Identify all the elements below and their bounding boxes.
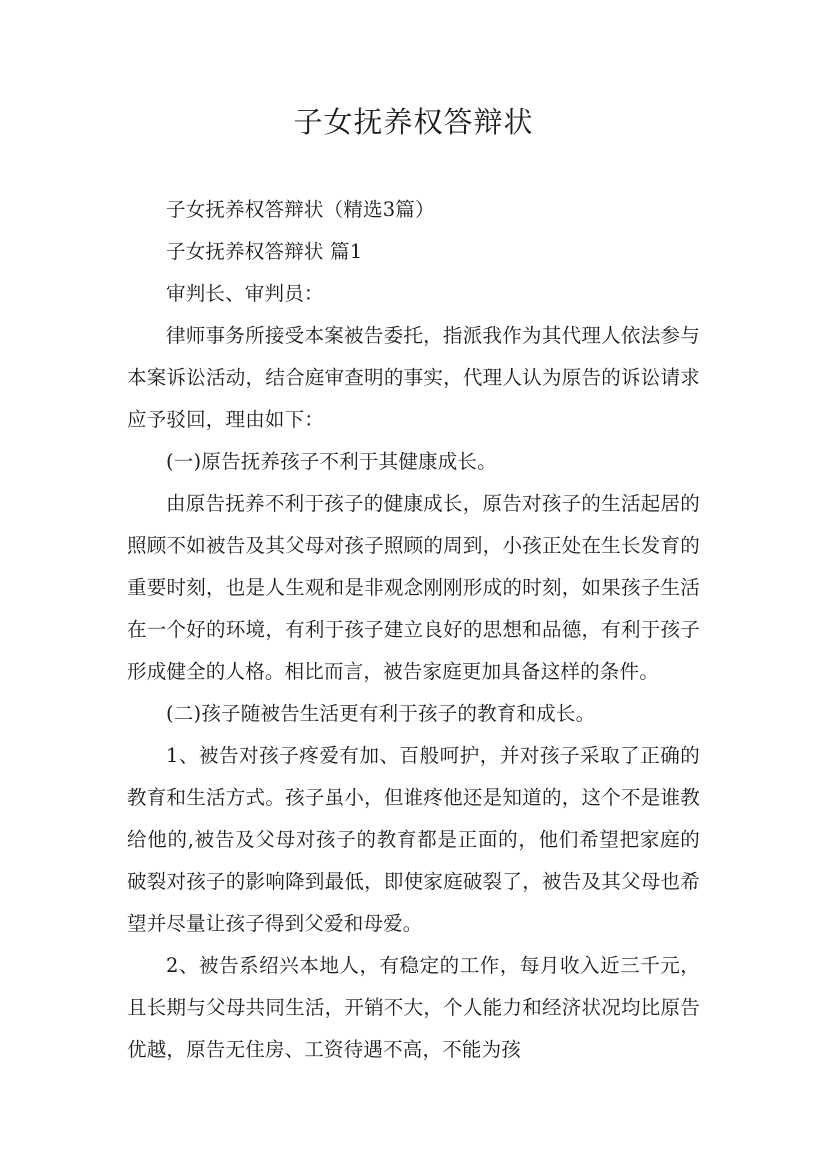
- paragraph-point-2-item-1: 1、被告对孩子疼爱有加、百般呵护，并对孩子采取了正确的教育和生活方式。孩子虽小，但谁疼他还是知道的，这个不是谁教给他的,被告及父母对孩子的教育都是正面的，他们希望把家庭的破裂对孩子的影响降到最低，即使家庭破裂了，被告及其父母也希望并尽量让孩子得到父爱和母爱。: [127, 744, 700, 935]
- paragraph-intro: 律师事务所接受本案被告委托，指派我作为其代理人依法参与本案诉讼活动，结合庭审查明的事实，代理人认为原告的诉讼请求应予驳回，理由如下：: [127, 324, 700, 431]
- paragraph-point-1-body: 由原告抚养不利于孩子的健康成长，原告对孩子的生活起居的照顾不如被告及其父母对孩子照顾的周到，小孩正处在生长发育的重要时刻，也是人生观和是非观念刚刚形成的时刻，如果孩子生活在一个好的环境，有利于孩子建立良好的思想和品德，有利于孩子形成健全的人格。相比而言，被告家庭更加具备这样的条件。: [127, 492, 700, 683]
- paragraph-point-2-item-2: 2、被告系绍兴本地人，有稳定的工作，每月收入近三千元，且长期与父母共同生活，开销不大，个人能力和经济状况均比原告优越，原告无住房、工资待遇不高，不能为孩: [127, 954, 700, 1061]
- document-body: [127, 189, 700, 1071]
- paragraph-point-1-title: (一)原告抚养孩子不利于其健康成长。: [166, 450, 497, 473]
- paragraph-heading: 子女抚养权答辩状（精选3篇）: [166, 198, 435, 221]
- paragraph-section-title: 子女抚养权答辩状 篇1: [166, 240, 363, 263]
- document-title: 子女抚养权答辩状: [293, 105, 534, 139]
- paragraph-salutation: 审判长、审判员：: [166, 282, 324, 305]
- paragraph-point-2-title: (二)孩子随被告生活更有利于孩子的教育和成长。: [166, 702, 596, 725]
